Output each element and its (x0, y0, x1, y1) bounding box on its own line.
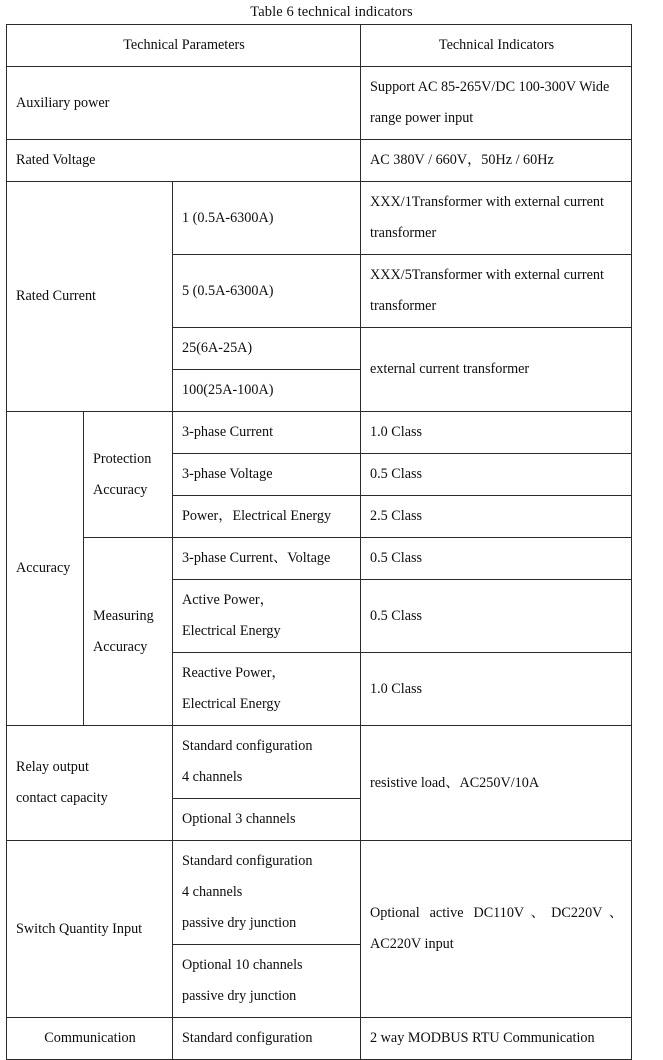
measuring-item-3 (173, 653, 361, 726)
rated-current-note-2 (361, 255, 632, 328)
switch-input-standard-config-line3: passive dry junction (182, 915, 297, 931)
table-row-accuracy-measuring-1 (7, 538, 632, 580)
label-protection-accuracy-line2: Accuracy (93, 481, 148, 498)
relay-output-standard-config (173, 726, 361, 799)
protection-value-2: 0.5 Class (361, 454, 632, 496)
label-protection-accuracy-line1: Protection (93, 450, 152, 467)
table-row-switch-quantity-input-1 (7, 841, 632, 945)
protection-value-3: 2.5 Class (361, 496, 632, 538)
rated-current-note-1-line1: XXX/1Transformer with external current (370, 194, 604, 210)
switch-input-value-line2: AC220V input (370, 936, 454, 952)
switch-input-standard-config-line2: 4 channels (182, 884, 243, 900)
table-row-accuracy-protection-1 (7, 412, 632, 454)
label-auxiliary-power: Auxiliary power (7, 67, 361, 140)
relay-output-value: resistive load、AC250V/10A (361, 726, 632, 841)
table-row-relay-output-1 (7, 726, 632, 799)
rated-current-note-1-line2: transformer (370, 225, 437, 241)
label-measuring-accuracy-line2: Accuracy (93, 638, 148, 655)
label-switch-quantity-input: Switch Quantity Input (7, 841, 173, 1018)
switch-input-value-line1: Optional active DC110V、DC220V、 (370, 905, 624, 921)
header-technical-indicators: Technical Indicators (361, 25, 632, 67)
measuring-item-2-line2: Electrical Energy (182, 623, 281, 639)
table-row-auxiliary-power (7, 67, 632, 140)
label-accuracy: Accuracy (7, 412, 84, 726)
relay-output-optional-config: Optional 3 channels (173, 799, 361, 841)
switch-input-standard-config (173, 841, 361, 945)
label-relay-output-line1: Relay output (16, 759, 89, 775)
measuring-item-1: 3-phase Current、Voltage (173, 538, 361, 580)
communication-value: 2 way MODBUS RTU Communication (361, 1018, 632, 1060)
relay-output-standard-config-line2: 4 channels (182, 769, 243, 785)
communication-config: Standard configuration (173, 1018, 361, 1060)
switch-input-optional-config (173, 945, 361, 1018)
rated-current-spec-2: 5 (0.5A-6300A) (173, 255, 361, 328)
protection-item-3: Power，Electrical Energy (173, 496, 361, 538)
label-relay-output-contact-capacity (7, 726, 173, 841)
relay-output-standard-config-line1: Standard configuration (182, 738, 313, 754)
rated-current-note-2-line1: XXX/5Transformer with external current (370, 267, 604, 283)
protection-item-1: 3-phase Current (173, 412, 361, 454)
measuring-value-1: 0.5 Class (361, 538, 632, 580)
switch-input-optional-config-line1: Optional 10 channels (182, 957, 303, 973)
measuring-value-2: 0.5 Class (361, 580, 632, 653)
value-auxiliary-power: Support AC 85-265V/DC 100-300V Wide range power input (361, 67, 632, 140)
measuring-item-2 (173, 580, 361, 653)
protection-item-2: 3-phase Voltage (173, 454, 361, 496)
label-measuring-accuracy (84, 538, 173, 726)
spec-table-container (6, 24, 631, 1060)
measuring-item-3-line1: Reactive Power， (182, 665, 286, 681)
rated-current-note-2-line2: transformer (370, 298, 437, 314)
switch-input-standard-config-line1: Standard configuration (182, 853, 313, 869)
label-communication: Communication (7, 1018, 173, 1060)
protection-value-1: 1.0 Class (361, 412, 632, 454)
table-row-communication (7, 1018, 632, 1060)
measuring-value-3: 1.0 Class (361, 653, 632, 726)
label-rated-voltage: Rated Voltage (7, 140, 361, 182)
rated-current-note-3: external current transformer (361, 328, 632, 412)
rated-current-spec-4: 100(25A-100A) (173, 370, 361, 412)
table-header-row (7, 25, 632, 67)
label-protection-accuracy (84, 412, 173, 538)
label-rated-current: Rated Current (7, 182, 173, 412)
label-measuring-accuracy-line1: Measuring (93, 607, 154, 624)
measuring-item-3-line2: Electrical Energy (182, 696, 281, 712)
header-technical-parameters: Technical Parameters (7, 25, 361, 67)
technical-indicators-table (6, 24, 632, 1060)
value-rated-voltage: AC 380V / 660V，50Hz / 60Hz (361, 140, 632, 182)
rated-current-spec-3: 25(6A-25A) (173, 328, 361, 370)
rated-current-note-1 (361, 182, 632, 255)
table-row-rated-voltage (7, 140, 632, 182)
rated-current-spec-1: 1 (0.5A-6300A) (173, 182, 361, 255)
table-caption: Table 6 technical indicators (250, 4, 413, 20)
label-relay-output-line2: contact capacity (16, 790, 108, 806)
switch-input-optional-config-line2: passive dry junction (182, 988, 297, 1004)
switch-input-value (361, 841, 632, 1018)
measuring-item-2-line1: Active Power， (182, 592, 274, 608)
table-row-rated-current-1 (7, 182, 632, 255)
